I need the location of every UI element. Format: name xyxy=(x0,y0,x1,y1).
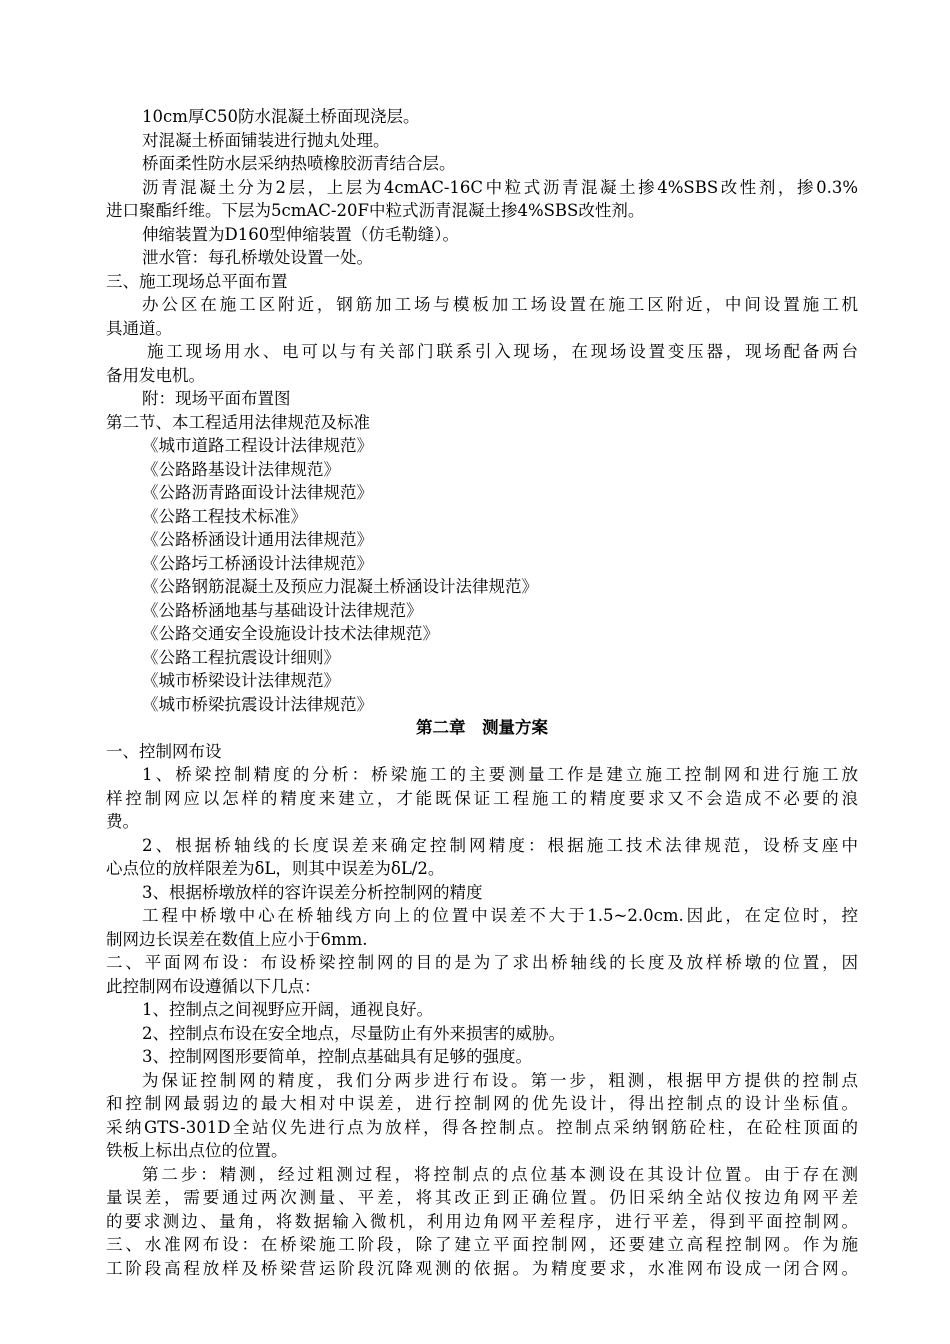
section-heading: 第二节、本工程适用法律规范及标准 xyxy=(106,412,370,432)
text-line: 样控制网应以怎样的精度来建立，才能既保证工程施工的精度要求又不会造成不必要的浪 xyxy=(106,788,858,808)
text-line: 为保证控制网的精度，我们分两步进行布设。第一步，粗测，根据甲方提供的控制点 xyxy=(142,1070,858,1090)
text-line: 办公区在施工区附近，钢筋加工场与模板加工场设置在施工区附近，中间设置施工机 xyxy=(142,295,858,314)
text-line: 此控制网布设遵循以下几点： xyxy=(106,976,321,996)
text-line: 工阶段高程放样及桥梁营运阶段沉降观测的依据。为精度要求，水准网布设成一闭合网。 xyxy=(106,1258,858,1278)
text-line: 工程中桥墩中心在桥轴线方向上的位置中误差不大于1.5~2.0cm.因此，在定位时，控 xyxy=(142,906,858,925)
text-line: 第二步：精测，经过粗测过程，将控制点的点位基本测设在其设计位置。由于存在测 xyxy=(142,1164,858,1184)
section-heading: 三、施工现场总平面布置 xyxy=(106,271,288,291)
text-line: 施工现场用水、电可以与有关部门联系引入现场，在现场设置变压器，现场配备两台 xyxy=(147,342,858,361)
standard-item: 《城市桥梁设计法律规范》 xyxy=(142,671,340,690)
text-line: 2、控制点布设在安全地点，尽量防止有外来损害的威胁。 xyxy=(142,1023,565,1043)
text-line: 桥面柔性防水层采纳热喷橡胶沥青结合层。 xyxy=(142,154,456,173)
text-line: 进口聚酯纤维。下层为5cmAC-20F中粒式沥青混凝土掺4%SBS改性剂。 xyxy=(106,201,645,220)
standard-item: 《公路工程技术标准》 xyxy=(142,506,307,526)
text-line: 1、桥梁控制精度的分析：桥梁施工的主要测量工作是建立施工控制网和进行施工放 xyxy=(142,765,858,784)
standard-item: 《城市道路工程设计法律规范》 xyxy=(142,436,373,455)
standard-item: 《城市桥梁抗震设计法律规范》 xyxy=(142,694,373,714)
text-line: 沥青混凝土分为2层，上层为4cmAC-16C中粒式沥青混凝土掺4%SBS改性剂，掺0.3% xyxy=(142,177,858,197)
standard-item: 《公路圬工桥涵设计法律规范》 xyxy=(142,553,373,573)
text-line: 采纳GTS-301D全站仪先进行点为放样，得各控制点。控制点采纳钢筋砼柱，在砼柱顶面的 xyxy=(106,1117,858,1137)
text-line: 具通道。 xyxy=(106,318,172,338)
section-heading: 二、平面网布设：布设桥梁控制网的目的是为了求出桥轴线的长度及放样桥墩的位置，因 xyxy=(106,953,858,972)
text-line: 3、根据桥墩放样的容许误差分析控制网的精度 xyxy=(142,882,483,902)
text-line: 备用发电机。 xyxy=(106,365,205,385)
text-line: 制网边长误差在数值上应小于6mm. xyxy=(106,929,368,949)
text-line: 10cm厚C50防水混凝土桥面现浇层。 xyxy=(142,107,420,126)
text-line: 和控制网最弱边的最大相对中误差，进行控制网的优先设计，得出控制点的设计坐标值。 xyxy=(106,1094,858,1113)
text-line: 心点位的放样限差为δL，则其中误差为δL/2。 xyxy=(106,859,445,878)
text-line: 对混凝土桥面铺装进行抛丸处理。 xyxy=(142,130,390,150)
section-heading: 三、水准网布设：在桥梁施工阶段，除了建立平面控制网，还要建立高程控制网。作为施 xyxy=(106,1235,858,1254)
standard-item: 《公路工程抗震设计细则》 xyxy=(142,647,340,667)
text-line: 附：现场平面布置图 xyxy=(142,389,291,408)
section-heading: 一、控制网布设 xyxy=(106,741,222,761)
text-line: 伸缩装置为D160型伸缩装置（仿毛勒缝）。 xyxy=(142,224,459,244)
chapter-title: 第二章 测量方案 xyxy=(416,718,548,737)
standard-item: 《公路钢筋混凝土及预应力混凝土桥涵设计法律规范》 xyxy=(142,577,538,596)
text-line: 2、根据桥轴线的长度误差来确定控制网精度：根据施工技术法律规范，设桥支座中 xyxy=(142,835,858,855)
text-line: 泄水管：每孔桥墩处设置一处。 xyxy=(142,248,373,267)
standard-item: 《公路交通安全设施设计技术法律规范》 xyxy=(142,624,439,643)
standard-item: 《公路路基设计法律规范》 xyxy=(142,459,340,479)
text-line: 量误差，需要通过两次测量、平差，将其改正到正确位置。仍旧采纳全站仪按边角网平差 xyxy=(106,1188,858,1207)
standard-item: 《公路桥涵设计通用法律规范》 xyxy=(142,530,373,549)
text-line: 费。 xyxy=(106,812,139,831)
standard-item: 《公路桥涵地基与基础设计法律规范》 xyxy=(142,600,423,620)
text-line: 3、控制网图形要简单，控制点基础具有足够的强度。 xyxy=(142,1047,532,1066)
text-line: 1、控制点之间视野应开阔，通视良好。 xyxy=(142,1000,433,1019)
text-line: 铁板上标出点位的位置。 xyxy=(106,1141,288,1160)
document-page xyxy=(106,105,858,1280)
text-line: 的要求测边、量角，将数据输入微机，利用边角网平差程序，进行平差，得到平面控制网。 xyxy=(106,1211,858,1231)
standard-item: 《公路沥青路面设计法律规范》 xyxy=(142,483,373,502)
